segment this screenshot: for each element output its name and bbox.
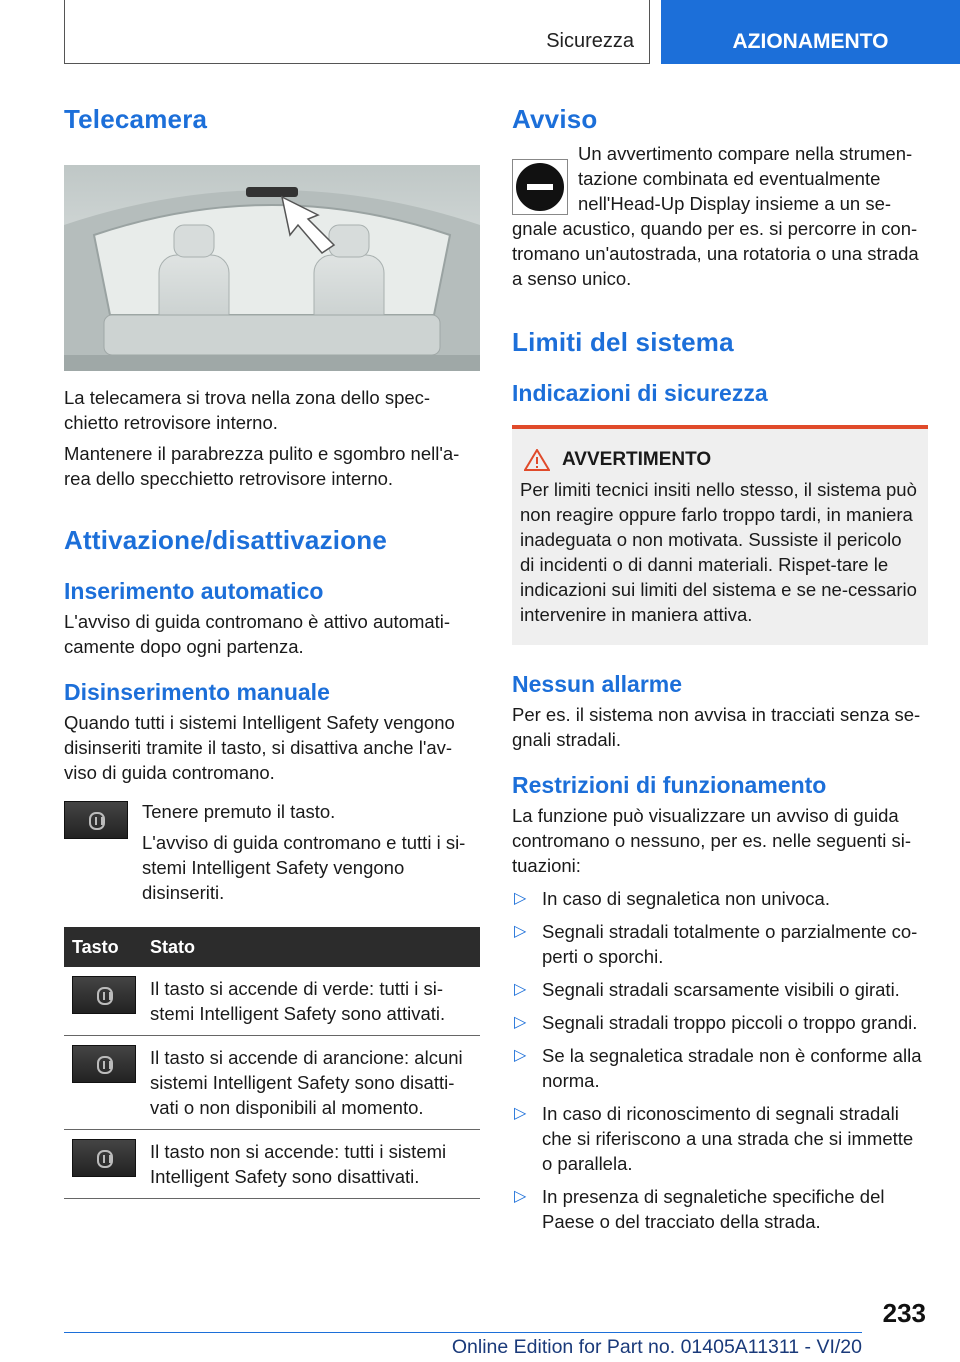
bullet-triangle-icon: ▷ xyxy=(514,981,527,998)
table-header-key: Tasto xyxy=(64,927,142,967)
camera-care-text: Mantenere il parabrezza pulito e sgombro nell'a-rea dello specchietto retrovisore interno. xyxy=(64,443,460,489)
list-item: ▷ Segnali stradali troppo piccoli o troppo grandi. xyxy=(514,1012,918,1033)
camera-heading: Telecamera xyxy=(64,104,208,134)
camera-location-image xyxy=(64,165,480,371)
header-section-label: Sicurezza xyxy=(546,30,634,52)
bullet-triangle-icon: ▷ xyxy=(514,1105,527,1122)
auto-activation-text: L'avviso di guida contromano è attivo automati-camente dopo ogni partenza. xyxy=(64,611,451,657)
safety-notes-heading: Indicazioni di sicurezza xyxy=(512,380,768,406)
button-result-text: L'avviso di guida contromano e tutti i si-stemi Intelligent Safety vengono disinseriti. xyxy=(142,832,466,903)
intelligent-safety-button-icon xyxy=(64,801,128,839)
table-header-state: Stato xyxy=(142,927,480,967)
no-alarm-heading: Nessun allarme xyxy=(512,671,683,697)
table-row xyxy=(64,1130,480,1199)
system-limits-heading: Limiti del sistema xyxy=(512,327,734,357)
auto-activation-heading: Inserimento automatico xyxy=(64,578,324,604)
camera-location-text: La telecamera si trova nella zona dello spec-chietto retrovisore interno. xyxy=(64,387,431,433)
restrictions-text: La funzione può visualizzare un avviso di guida contromano o nessuno, per es. nelle seguenti si-tuazioni: xyxy=(512,805,912,876)
intelligent-safety-button-icon xyxy=(72,1045,136,1083)
no-entry-sign-icon xyxy=(512,159,568,215)
left-column xyxy=(64,104,480,1199)
restrictions-heading: Restrizioni di funzionamento xyxy=(512,772,827,798)
button-step-text: Tenere premuto il tasto. xyxy=(142,801,336,822)
warning-body-text: Un avvertimento compare nella strumen-tazione combinata ed eventualmente nell'Head-Up Display insieme a un se-gnale acustico, quando per es. si percorre in con-tromano un'autostrada, una rotatoria o una strada a senso unico. xyxy=(512,143,919,289)
button-instruction xyxy=(64,799,480,905)
right-column xyxy=(512,104,928,1242)
table-row xyxy=(64,1036,480,1130)
manual-deactivation-text: Quando tutti i sistemi Intelligent Safety vengono disinseriti tramite il tasto, si disattiva anche l'av-viso di guida contromano. xyxy=(64,712,455,783)
intelligent-safety-button-icon xyxy=(72,1139,136,1177)
header-chapter-tab[interactable]: AZIONAMENTO xyxy=(661,0,960,64)
intelligent-safety-button-icon xyxy=(72,976,136,1014)
warning-callout-text: Per limiti tecnici insiti nello stesso, il sistema può non reagire oppure farlo troppo tardi, in maniera inadeguata o non motivata. Sussiste il pericolo di incidenti o di danni materiali. Rispet-tare le indicazioni sui limiti del sistema e se ne-cessario intervenire in maniera attiva. xyxy=(520,479,917,625)
restrictions-list xyxy=(512,886,928,1234)
footer-divider xyxy=(64,1332,862,1333)
button-status-table xyxy=(64,927,480,1199)
table-cell-state: Il tasto si accende di arancione: alcuni sistemi Intelligent Safety sono disatti-vati o non disponibili al momento. xyxy=(142,1036,480,1130)
bullet-triangle-icon: ▷ xyxy=(514,923,527,940)
page-number: 233 xyxy=(882,1298,926,1328)
list-item: ▷ In caso di riconoscimento di segnali stradali che si riferiscono a una strada che si immette o parallela. xyxy=(514,1103,914,1174)
warning-label: AVVERTIMENTO xyxy=(562,449,712,470)
warning-description xyxy=(512,141,928,216)
warning-triangle-icon xyxy=(524,449,550,471)
no-alarm-text: Per es. il sistema non avvisa in tracciati senza se-gnali stradali. xyxy=(512,704,921,750)
bullet-triangle-icon: ▷ xyxy=(514,1014,527,1031)
bullet-triangle-icon: ▷ xyxy=(514,890,527,907)
activation-heading: Attivazione/disattivazione xyxy=(64,525,388,555)
footer-edition[interactable]: Online Edition for Part no. 01405A11311 - VI/20 xyxy=(451,1336,862,1358)
list-item: ▷ In caso di segnaletica non univoca. xyxy=(514,888,830,909)
list-item: ▷ In presenza di segnaletiche specifiche del Paese o del tracciato della strada. xyxy=(514,1186,885,1232)
car-interior-illustration xyxy=(64,165,480,371)
list-item: ▷ Segnali stradali totalmente o parzialmente co-perti o sporchi. xyxy=(514,921,918,967)
warning-callout xyxy=(512,425,928,645)
table-cell-state: Il tasto non si accende: tutti i sistemi Intelligent Safety sono disattivati. xyxy=(142,1130,480,1199)
table-cell-state: Il tasto si accende di verde: tutti i si-stemi Intelligent Safety sono attivati. xyxy=(142,967,480,1036)
warning-text xyxy=(512,141,928,216)
table-row xyxy=(64,967,480,1036)
warning-heading: Avviso xyxy=(512,104,598,134)
bullet-triangle-icon: ▷ xyxy=(514,1188,527,1205)
manual-deactivation-heading: Disinserimento manuale xyxy=(64,679,330,705)
list-item: ▷ Segnali stradali scarsamente visibili o girati. xyxy=(514,979,900,1000)
bullet-triangle-icon: ▷ xyxy=(514,1047,527,1064)
list-item: ▷ Se la segnaletica stradale non è conforme alla norma. xyxy=(514,1045,922,1091)
